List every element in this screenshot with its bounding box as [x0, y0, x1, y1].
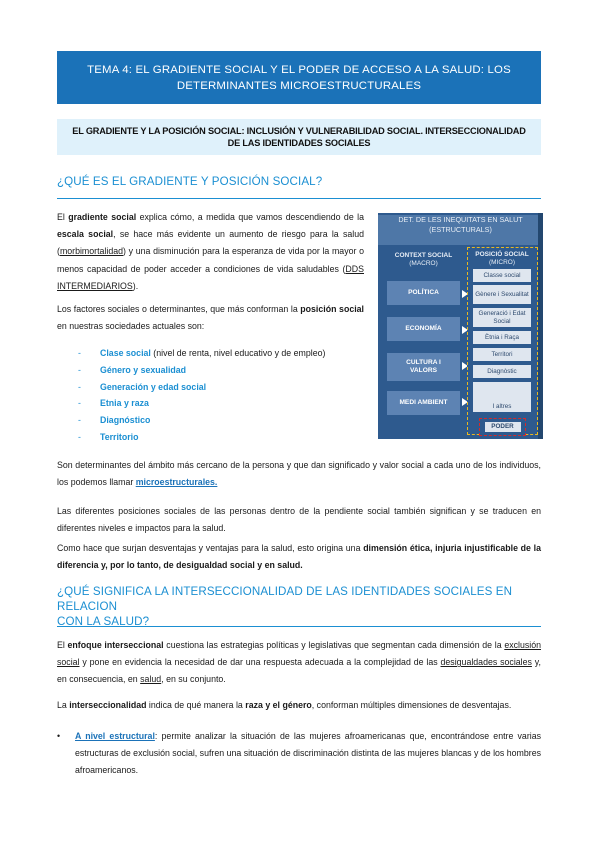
macro-column-subheading: (MACRO): [409, 260, 438, 267]
micro-box-genere: Gènere i Sexualitat: [473, 285, 531, 304]
bold-term: enfoque interseccional: [67, 640, 164, 650]
micro-box-classe-social: Classe social: [473, 269, 531, 282]
chapter-header-line2: DETERMINANTES MICROESTRUCTURALES: [176, 79, 422, 92]
poder-label: PODER: [485, 422, 521, 432]
text: : permite analizar la situación de las mujeres afroamericanas que, encontrándose entre varias estructuras de exclusión social, sufren una situación de discriminación distinta de las mujeres blancas y de los hombres afroamericanos.: [75, 731, 541, 776]
text: y pone en evidencia la necesidad de dar una respuesta adecuada a la complejidad de las: [79, 657, 441, 668]
text: Los factores sociales o determinantes, que más conforman la: [57, 304, 301, 314]
underlined-term: morbimortalidad: [59, 246, 124, 257]
section-divider: [57, 626, 541, 627]
text: El: [57, 212, 69, 222]
text: La: [57, 700, 70, 710]
chapter-header: [57, 51, 541, 104]
dash-marker: -: [78, 415, 81, 426]
paragraph-microestructurales: [57, 457, 541, 491]
section-subheader: [57, 119, 541, 155]
microestructurales-link[interactable]: microestructurales.: [135, 477, 218, 488]
diagram-title: [378, 215, 543, 245]
poder-box: [479, 418, 526, 436]
micro-box-territori: Territori: [473, 348, 531, 361]
paragraph-posiciones-sociales: [57, 503, 541, 537]
list-item: [78, 395, 325, 412]
text: en nuestras sociedades actuales son:: [57, 321, 205, 332]
macro-column-heading: CONTEXT SOCIAL: [394, 252, 453, 259]
section-title-line1: ¿QUÉ SIGNIFICA LA INTERSECCIONALIDAD DE LAS IDENTIDADES SOCIALES EN RELACION: [57, 585, 513, 613]
text: , se hace más evidente un aumento de riesgo para la salud (: [57, 229, 364, 257]
text: , en su conjunto.: [161, 674, 226, 685]
diagram-title-line2: (ESTRUCTURALS): [429, 225, 492, 234]
section-divider: [57, 198, 541, 199]
macro-box-medi-ambient: MEDI AMBIENT: [387, 391, 460, 415]
paragraph-dimension-etica: [57, 540, 541, 574]
micro-box-generacio: Generació i Edat Social: [473, 308, 531, 327]
text: ).: [132, 280, 139, 291]
list-item-label: Territorio: [100, 431, 139, 442]
text: Son determinantes del ámbito más cercano de la persona y que dan significado y valor social a cada uno de los individuos, los podemos llamar: [57, 460, 541, 488]
bold-term: interseccionalidad: [69, 700, 147, 710]
paragraph-factores-sociales: [57, 301, 364, 335]
list-item: [78, 345, 325, 362]
micro-column-subheading: (MICRO): [489, 259, 515, 266]
paragraph-enfoque-interseccional: [57, 637, 541, 689]
text: explica cómo, a medida que vamos descendiendo de la: [136, 212, 364, 222]
paragraph-gradiente-social: [57, 209, 364, 295]
text: y, en consecuencia, en: [57, 657, 541, 685]
micro-column: [467, 247, 538, 435]
section-title-gradiente: ¿QUÉ ES EL GRADIENTE Y POSICIÓN SOCIAL?: [57, 175, 323, 188]
macro-column: [381, 249, 466, 437]
dash-marker: -: [78, 398, 81, 409]
chapter-header-line1: TEMA 4: EL GRADIENTE SOCIAL Y EL PODER DE ACCESO A LA SALUD: LOS: [87, 63, 511, 76]
bold-term: gradiente social: [68, 212, 137, 222]
bold-term: escala social: [57, 229, 114, 240]
paragraph-interseccionalidad: [57, 697, 541, 714]
dash-marker: -: [78, 364, 81, 375]
diagram-edge: [538, 213, 543, 439]
macro-box-cultura: CULTURA I VALORS: [387, 353, 460, 381]
text: ) y una disminución para la esperanza de vida por la mayor o menos capacidad de poder acceder a condiciones de vida saludables (: [57, 246, 364, 274]
bullet-label: A nivel estructural: [75, 731, 155, 741]
macro-box-politica: POLÍTICA: [387, 281, 460, 305]
inequities-diagram: [378, 213, 543, 439]
list-item: [78, 429, 325, 446]
subheader-line1: EL GRADIENTE Y LA POSICIÓN SOCIAL: INCLUSIÓN Y VULNERABILIDAD SOCIAL. INTERSECCIONALIDAD: [72, 125, 526, 136]
text: El: [57, 640, 68, 650]
factor-list: [78, 345, 325, 446]
text: indica de qué manera la: [146, 700, 246, 710]
bold-term: raza y el género: [245, 700, 312, 710]
dash-marker: -: [78, 348, 81, 358]
bullet-text: [75, 728, 541, 780]
list-item-label: Diagnóstico: [100, 415, 151, 426]
list-item-detail: (nivel de renta, nivel educativo y de empleo): [150, 348, 326, 358]
micro-box-diagnostic: Diagnòstic: [473, 365, 531, 378]
section-title-interseccionalidad: [57, 584, 541, 629]
underlined-term: salud: [140, 674, 162, 685]
bold-term: dimensión ética, injuria injustificable de la diferencia y, por lo tanto, de desigualdad social y en salud.: [57, 543, 541, 571]
list-item-label: Generación y edad social: [100, 381, 207, 392]
section-title-line2: CON LA SALUD?: [57, 615, 150, 628]
text: Las diferentes posiciones sociales de las personas dentro de la pendiente social también significan y se traducen en diferentes niveles e impactos para la salud.: [57, 506, 541, 534]
dash-marker: -: [78, 431, 81, 442]
subheader-line2: DE LAS IDENTIDADES SOCIALES: [227, 138, 371, 148]
text: Como hace que surjan desventajas y ventajas para la salud, esto origina una: [57, 543, 364, 553]
text: , conforman múltiples dimensiones de desventajas.: [311, 700, 512, 710]
dash-marker: -: [78, 381, 81, 392]
list-item: [78, 362, 325, 379]
underlined-term: exclusión social: [57, 640, 541, 668]
bullet-marker: •: [57, 731, 61, 741]
list-item-label: Etnia y raza: [100, 398, 149, 409]
list-item: [78, 379, 325, 396]
diagram-title-line1: DET. DE LES INEQUITATS EN SALUT: [398, 215, 523, 224]
text: cuestiona las estrategias políticas y legislativas que segmentan cada dimensión de la: [163, 640, 505, 650]
list-item-label: Clase social: [100, 348, 151, 358]
micro-box-i-altres: I altres: [473, 382, 531, 412]
macro-box-economia: ECONOMÍA: [387, 317, 460, 341]
bold-term: posición social: [300, 304, 364, 314]
underlined-term: desigualdades sociales: [440, 657, 532, 668]
micro-box-etnia: Ètnia i Raça: [473, 331, 531, 344]
list-item-label: Género y sexualidad: [100, 364, 187, 375]
list-item: [78, 412, 325, 429]
micro-column-heading: POSICIÓ SOCIAL: [475, 251, 529, 258]
underlined-term: DDS INTERMEDIARIOS: [57, 263, 364, 291]
